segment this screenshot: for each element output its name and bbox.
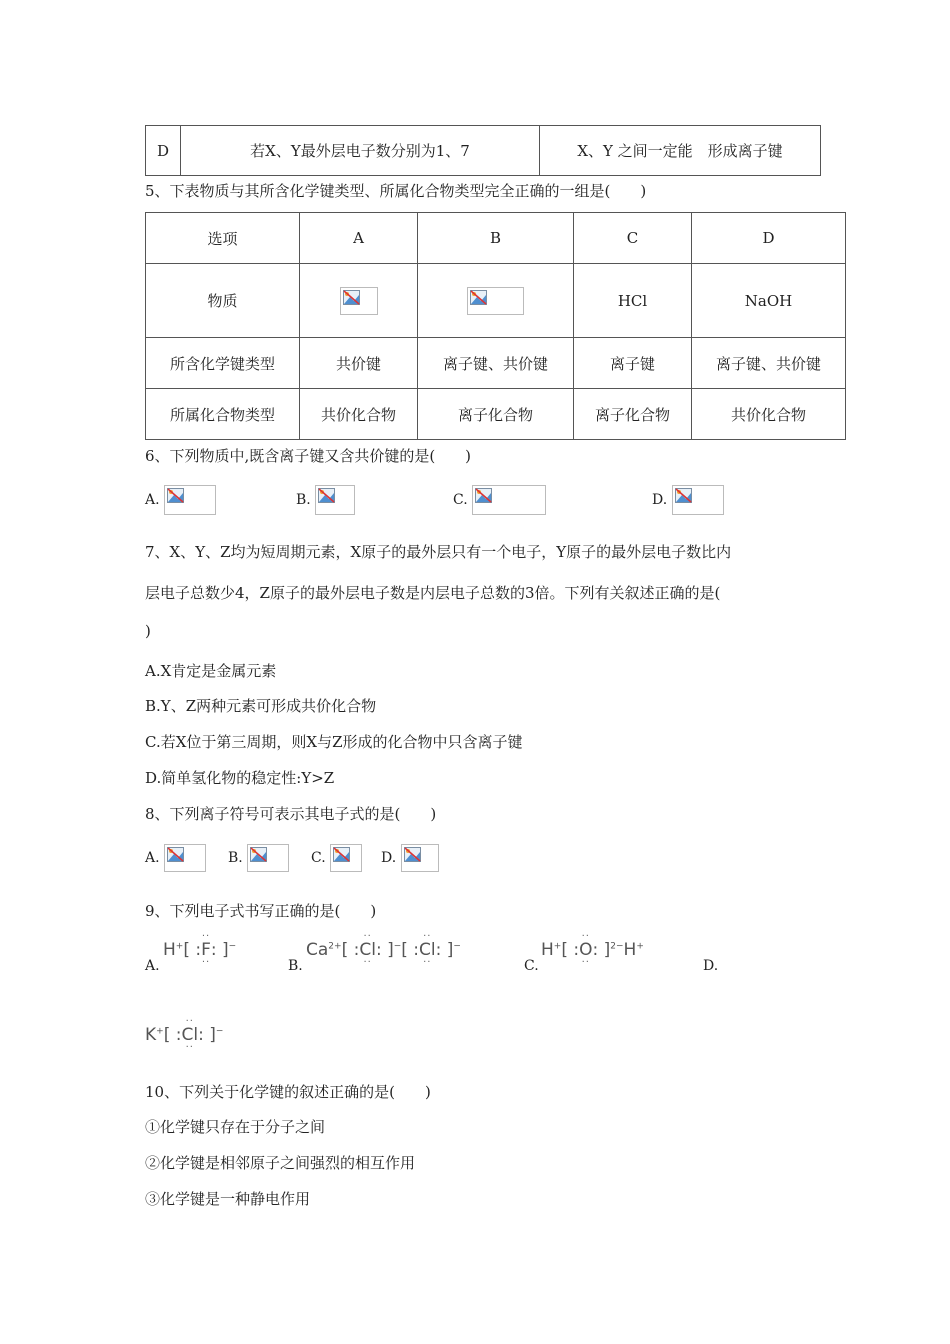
q6-option-d[interactable]: D.	[652, 485, 724, 515]
q7-option-a[interactable]: A.X肯定是金属元素	[145, 662, 277, 680]
q5-cell-b	[418, 264, 574, 338]
q9-formula-c: H+[ : ·· O ·· : ]$^{2-}$H+	[541, 931, 644, 968]
q9-label-c[interactable]: C.	[524, 958, 539, 974]
q5-header: D	[692, 213, 846, 264]
q7-option-b[interactable]: B.Y、Z两种元素可形成共价化合物	[145, 697, 377, 715]
q8-option-d[interactable]: D.	[381, 844, 439, 872]
broken-image-icon	[467, 287, 524, 315]
q5-header: A	[300, 213, 418, 264]
q5-header: 选项	[146, 213, 300, 264]
q6-option-a[interactable]: A.	[145, 485, 216, 515]
q9-label-d[interactable]: D.	[703, 958, 719, 974]
q5-cell-d: NaOH	[692, 264, 846, 338]
q5-row-label: 所含化学键类型	[146, 338, 300, 389]
q7-stem-line2: 层电子总数少4，Z原子的最外层电子数是内层电子总数的3倍。下列有关叙述正确的是(	[145, 584, 721, 602]
q5-header: B	[418, 213, 574, 264]
q7-option-d[interactable]: D.简单氢化物的稳定性:Y>Z	[145, 769, 335, 787]
q5-cell: 离子键	[574, 338, 692, 389]
q5-row-label: 物质	[146, 264, 300, 338]
broken-image-icon	[247, 844, 289, 872]
q5-cell: 离子键、共价键	[418, 338, 574, 389]
top-row-label: D	[146, 126, 181, 176]
broken-image-icon	[472, 485, 546, 515]
q10-stem: 10、下列关于化学键的叙述正确的是( )	[145, 1083, 431, 1101]
q6-stem: 6、下列物质中,既含离子键又含共价键的是( )	[145, 447, 472, 465]
top-row-conclusion: X、Y 之间一定能 形成离子键	[540, 126, 821, 176]
q5-cell-c: HCl	[574, 264, 692, 338]
q9-formula-d: K+[ : ·· Cl ·· : ]−	[145, 1016, 224, 1053]
q10-item-1: ①化学键只存在于分子之间	[145, 1118, 326, 1136]
q8-option-b[interactable]: B.	[228, 844, 289, 872]
broken-image-icon	[164, 485, 216, 515]
q10-item-2: ②化学键是相邻原子之间强烈的相互作用	[145, 1154, 416, 1172]
q5-cell: 共价化合物	[692, 389, 846, 440]
q5-cell: 离子化合物	[418, 389, 574, 440]
q9-formula-b: $Ca^{2+}$[ : ·· Cl ·· : ]−[ : ·· Cl ·· : ]−	[306, 931, 461, 968]
top-row-table	[145, 125, 821, 176]
broken-image-icon	[340, 287, 378, 315]
q5-cell: 共价化合物	[300, 389, 418, 440]
q5-row-label: 所属化合物类型	[146, 389, 300, 440]
top-row-condition: 若X、Y最外层电子数分别为1、7	[181, 126, 540, 176]
q5-cell: 离子化合物	[574, 389, 692, 440]
q5-cell: 离子键、共价键	[692, 338, 846, 389]
q8-option-c[interactable]: C.	[311, 844, 362, 872]
broken-image-icon	[672, 485, 724, 515]
broken-image-icon	[164, 844, 206, 872]
q5-cell: 共价键	[300, 338, 418, 389]
q6-option-b[interactable]: B.	[296, 485, 355, 515]
q10-item-3: ③化学键是一种静电作用	[145, 1190, 311, 1208]
q9-label-a[interactable]: A.	[145, 958, 160, 974]
q7-option-c[interactable]: C.若X位于第三周期，则X与Z形成的化合物中只含离子键	[145, 733, 523, 751]
q5-cell-a	[300, 264, 418, 338]
q8-option-a[interactable]: A.	[145, 844, 206, 872]
broken-image-icon	[315, 485, 355, 515]
q6-option-c[interactable]: C.	[453, 485, 546, 515]
broken-image-icon	[401, 844, 439, 872]
q7-stem-line3: )	[145, 622, 151, 640]
q5-stem: 5、下表物质与其所含化学键类型、所属化合物类型完全正确的一组是( )	[145, 182, 647, 200]
q7-stem-line1: 7、X、Y、Z均为短周期元素，X原子的最外层只有一个电子，Y原子的最外层电子数比内	[145, 543, 732, 561]
q9-formula-a: H+[ : ·· F ·· : ]−	[163, 931, 237, 968]
q8-stem: 8、下列离子符号可表示其电子式的是( )	[145, 805, 437, 823]
broken-image-icon	[330, 844, 362, 872]
q9-label-b[interactable]: B.	[288, 958, 303, 974]
q5-table	[145, 212, 846, 440]
q9-stem: 9、下列电子式书写正确的是( )	[145, 902, 377, 920]
q5-header: C	[574, 213, 692, 264]
